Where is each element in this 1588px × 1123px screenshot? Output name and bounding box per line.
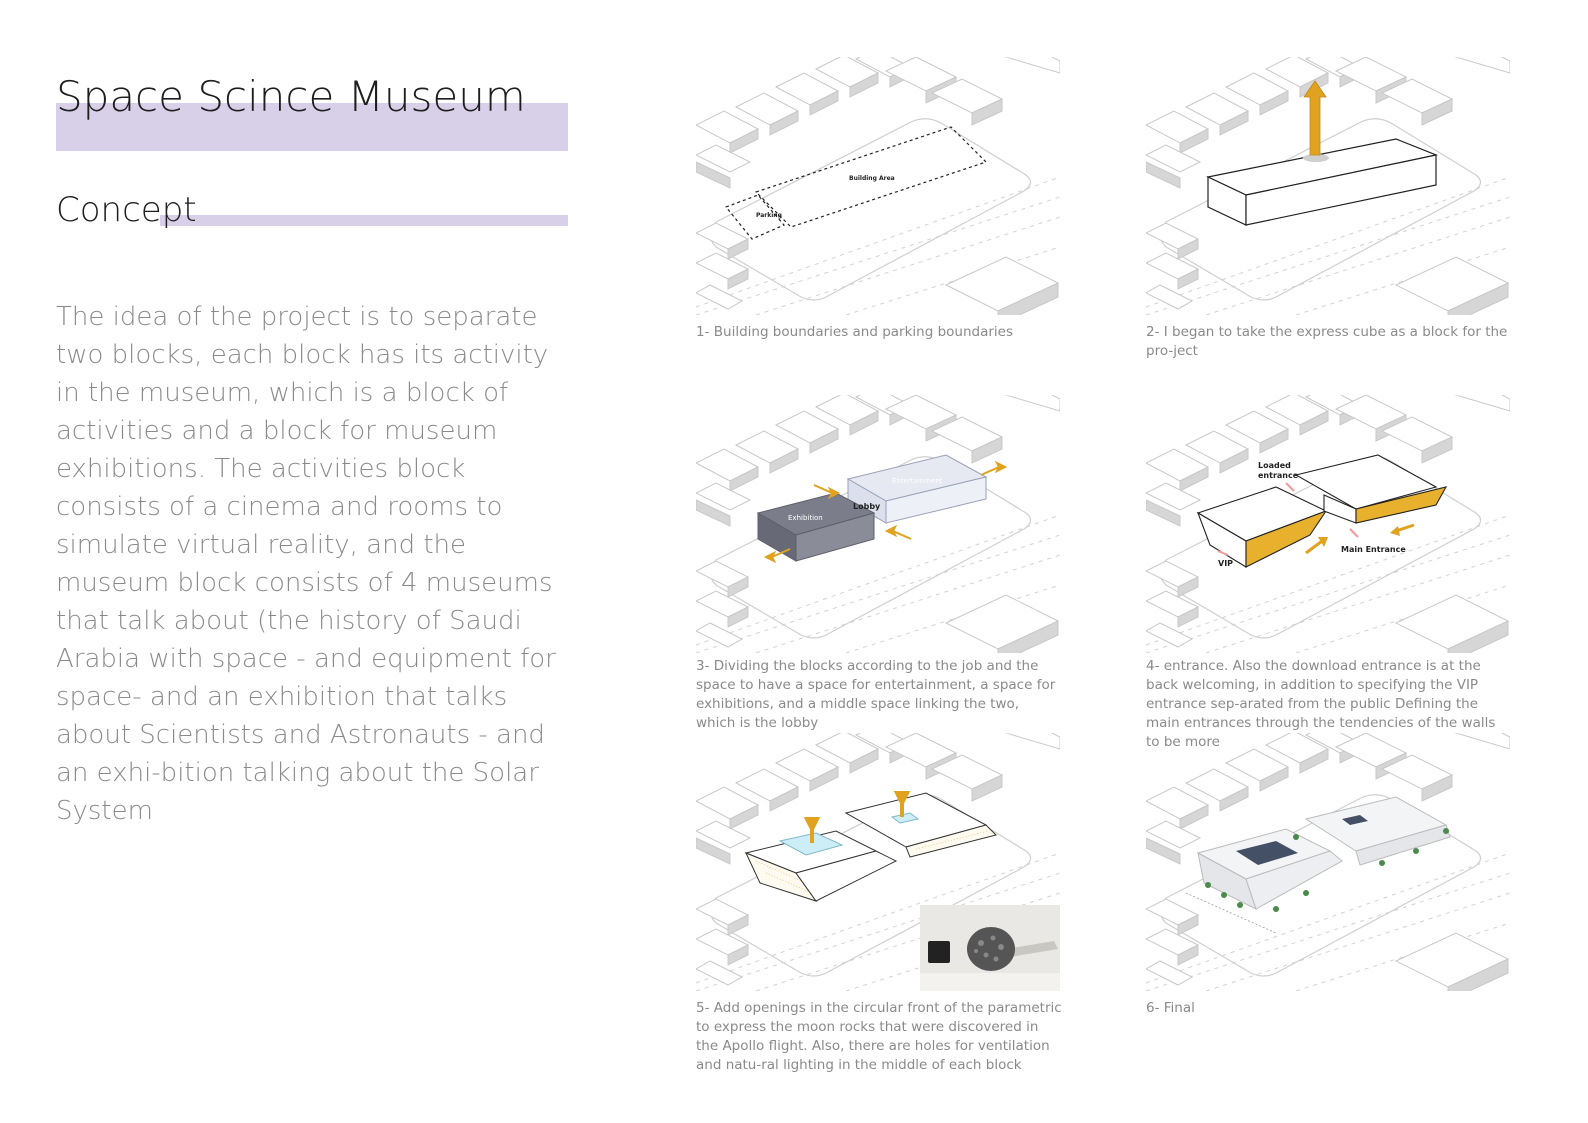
label-lobby: Lobby	[853, 502, 881, 511]
diagram-step-4	[1146, 395, 1510, 653]
caption-step-5: 5- Add openings in the circular front of the parametric to express the moon rocks that were discovered in the Apollo flight. Also, there are holes for ventilation and natu-ral lighting in the middle of each block	[696, 1000, 1062, 1073]
diagram-step-3	[696, 395, 1060, 653]
diagram-step-1	[696, 57, 1060, 315]
concept-description: The idea of the project is to separate two blocks, each block has its activity in the museum, which is a block of activities and a block for museum exhibitions. The activities block consists of a cinema and rooms to simulate virtual reality, and the museum block consists of 4 museums that talk about (the history of Saudi Arabia with space - and equipment for space- and an exhibition that talks about Scientists and Astronauts - and an exhi-bition talking about the Solar System	[56, 302, 556, 826]
moon-rock-photo	[920, 905, 1060, 991]
label-vip: VIP	[1218, 559, 1234, 568]
page-title: Space Scince Museum	[56, 72, 526, 121]
label-main-entrance: Main Entrance	[1341, 545, 1406, 554]
label-loaded: Loaded	[1258, 461, 1291, 470]
caption-step-6: 6- Final	[1146, 1000, 1195, 1016]
label-parking: Parking	[756, 212, 782, 219]
caption-step-2: 2- I began to take the express cube as a block for the pro-ject	[1146, 324, 1508, 359]
label-entertainment: Entertainment	[892, 477, 943, 485]
label-building-area: Building Area	[849, 175, 895, 182]
label-loaded-entrance: entrance	[1258, 471, 1299, 480]
caption-step-3: 3- Dividing the blocks according to the job and the space to have a space for entertainment, a space for exhibitions, and a middle space linking the two, which is the lobby	[696, 658, 1056, 731]
label-exhibition: Exhibition	[788, 514, 823, 522]
diagram-step-6	[1146, 733, 1510, 991]
caption-step-4: 4- entrance. Also the download entrance is at the back welcoming, in addition to specifying the VIP entrance sep-arated from the public Defining the main entrances through the tendencies of the walls to be more	[1146, 658, 1496, 750]
caption-step-1: 1- Building boundaries and parking boundaries	[696, 324, 1014, 340]
diagram-step-5	[696, 733, 1060, 991]
section-heading-concept: Concept	[56, 190, 197, 230]
subtitle-underline-band	[160, 215, 568, 226]
diagram-step-2	[1146, 57, 1510, 315]
